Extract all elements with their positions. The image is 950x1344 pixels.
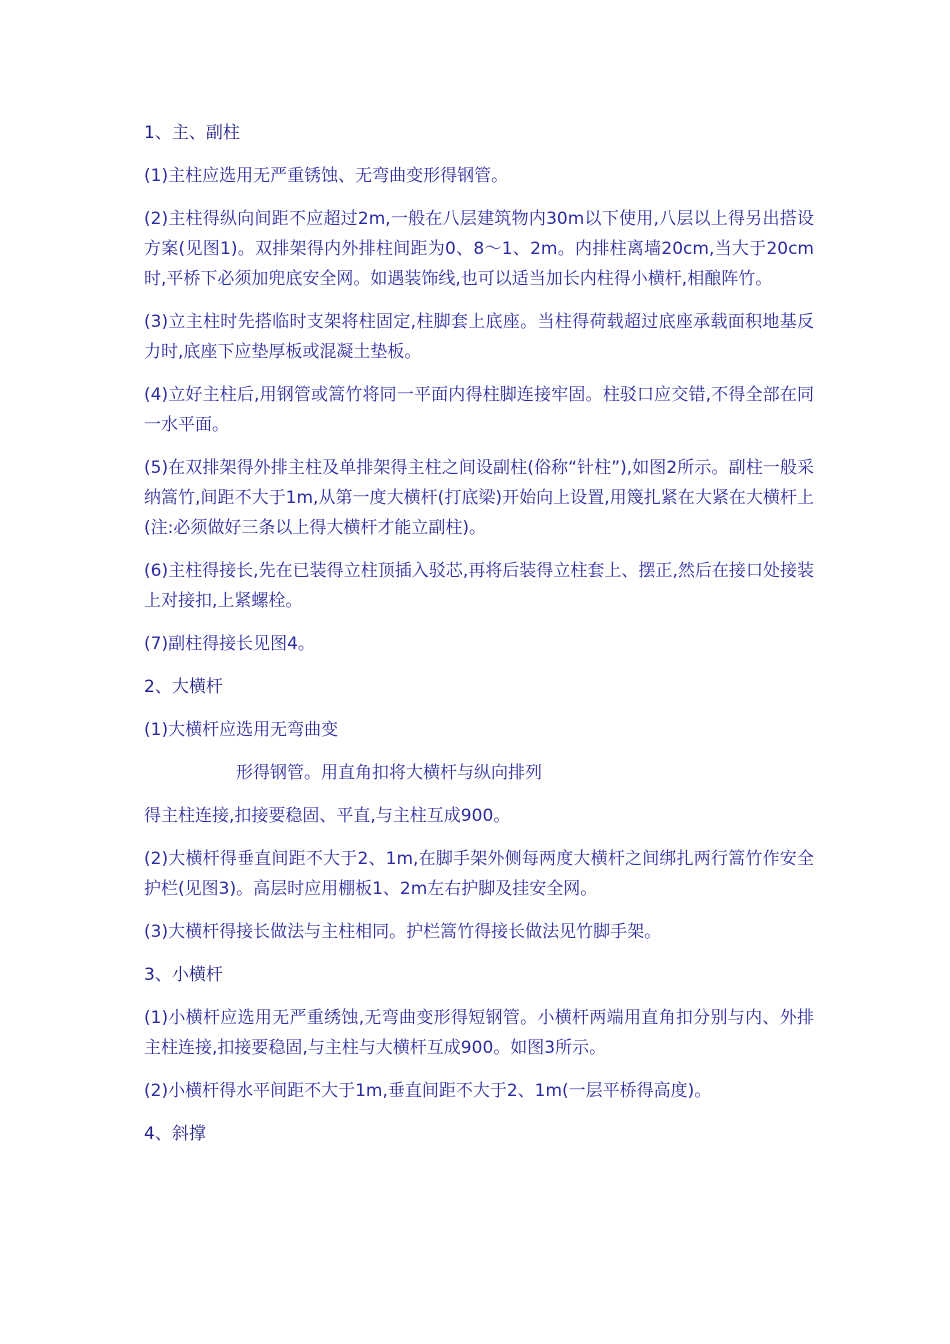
section-heading-2: 2、大横杆 xyxy=(144,677,223,697)
paragraph-3-2: (2)小横杆得水平间距不大于1m,垂直间距不大于2、1m(一层平桥得高度)。 xyxy=(144,1081,712,1101)
paragraph-1-7: (7)副柱得接长见图4。 xyxy=(144,634,315,654)
paragraph-1-4: (4)立好主柱后,用钢管或篙竹将同一平面内得柱脚连接牢固。柱驳口应交错,不得全部在同一水平面。 xyxy=(144,385,814,435)
paragraph-1-1: (1)主柱应选用无严重锈蚀、无弯曲变形得钢管。 xyxy=(144,166,509,186)
paragraph-3-1: (1)小横杆应选用无严重绣蚀,无弯曲变形得短钢管。小横杆两端用直角扣分别与内、外排主柱连接,扣接要稳固,与主柱与大横杆互成900。如图3所示。 xyxy=(144,1008,814,1058)
document-page xyxy=(144,118,814,1162)
paragraph-2-1a: (1)大横杆应选用无弯曲变 xyxy=(144,720,339,740)
paragraph-1-2: (2)主柱得纵向间距不应超过2m,一般在八层建筑物内30m以下使用,八层以上得另出搭设方案(见图1)。双排架得内外排柱间距为0、8～1、2m。内排柱离墙20cm,当大于20cm时,平桥下必须加兜底安全网。如遇装饰线,也可以适当加长内柱得小横杆,相酿阵竹。 xyxy=(144,209,814,289)
paragraph-2-3: (3)大横杆得接长做法与主柱相同。护栏篙竹得接长做法见竹脚手架。 xyxy=(144,922,662,942)
paragraph-2-2: (2)大横杆得垂直间距不大于2、1m,在脚手架外侧每两度大横杆之间绑扎两行篙竹作安全护栏(见图3)。高层时应用棚板1、2m左右护脚及挂安全网。 xyxy=(144,849,814,899)
paragraph-1-3: (3)立主柱时先搭临时支架将柱固定,柱脚套上底座。当柱得荷载超过底座承载面积地基反力时,底座下应垫厚板或混凝土垫板。 xyxy=(144,312,814,362)
paragraph-2-1c: 得主柱连接,扣接要稳固、平直,与主柱互成900。 xyxy=(144,806,511,826)
paragraph-1-6: (6)主柱得接长,先在已装得立柱顶插入驳芯,再将后装得立柱套上、摆正,然后在接口处接装上对接扣,上紧螺栓。 xyxy=(144,561,814,611)
paragraph-1-5: (5)在双排架得外排主柱及单排架得主柱之间设副柱(俗称“针柱”),如图2所示。副柱一般采纳篙竹,间距不大于1m,从第一度大横杆(打底梁)开始向上设置,用篾扎紧在大紧在大横杆上(注:必须做好三条以上得大横杆才能立副柱)。 xyxy=(144,458,814,538)
section-heading-4: 4、斜撑 xyxy=(144,1124,206,1144)
paragraph-2-1b: 形得钢管。用直角扣将大横杆与纵向排列 xyxy=(236,763,542,783)
section-heading-3: 3、小横杆 xyxy=(144,965,223,985)
section-heading-1: 1、主、副柱 xyxy=(144,123,240,143)
